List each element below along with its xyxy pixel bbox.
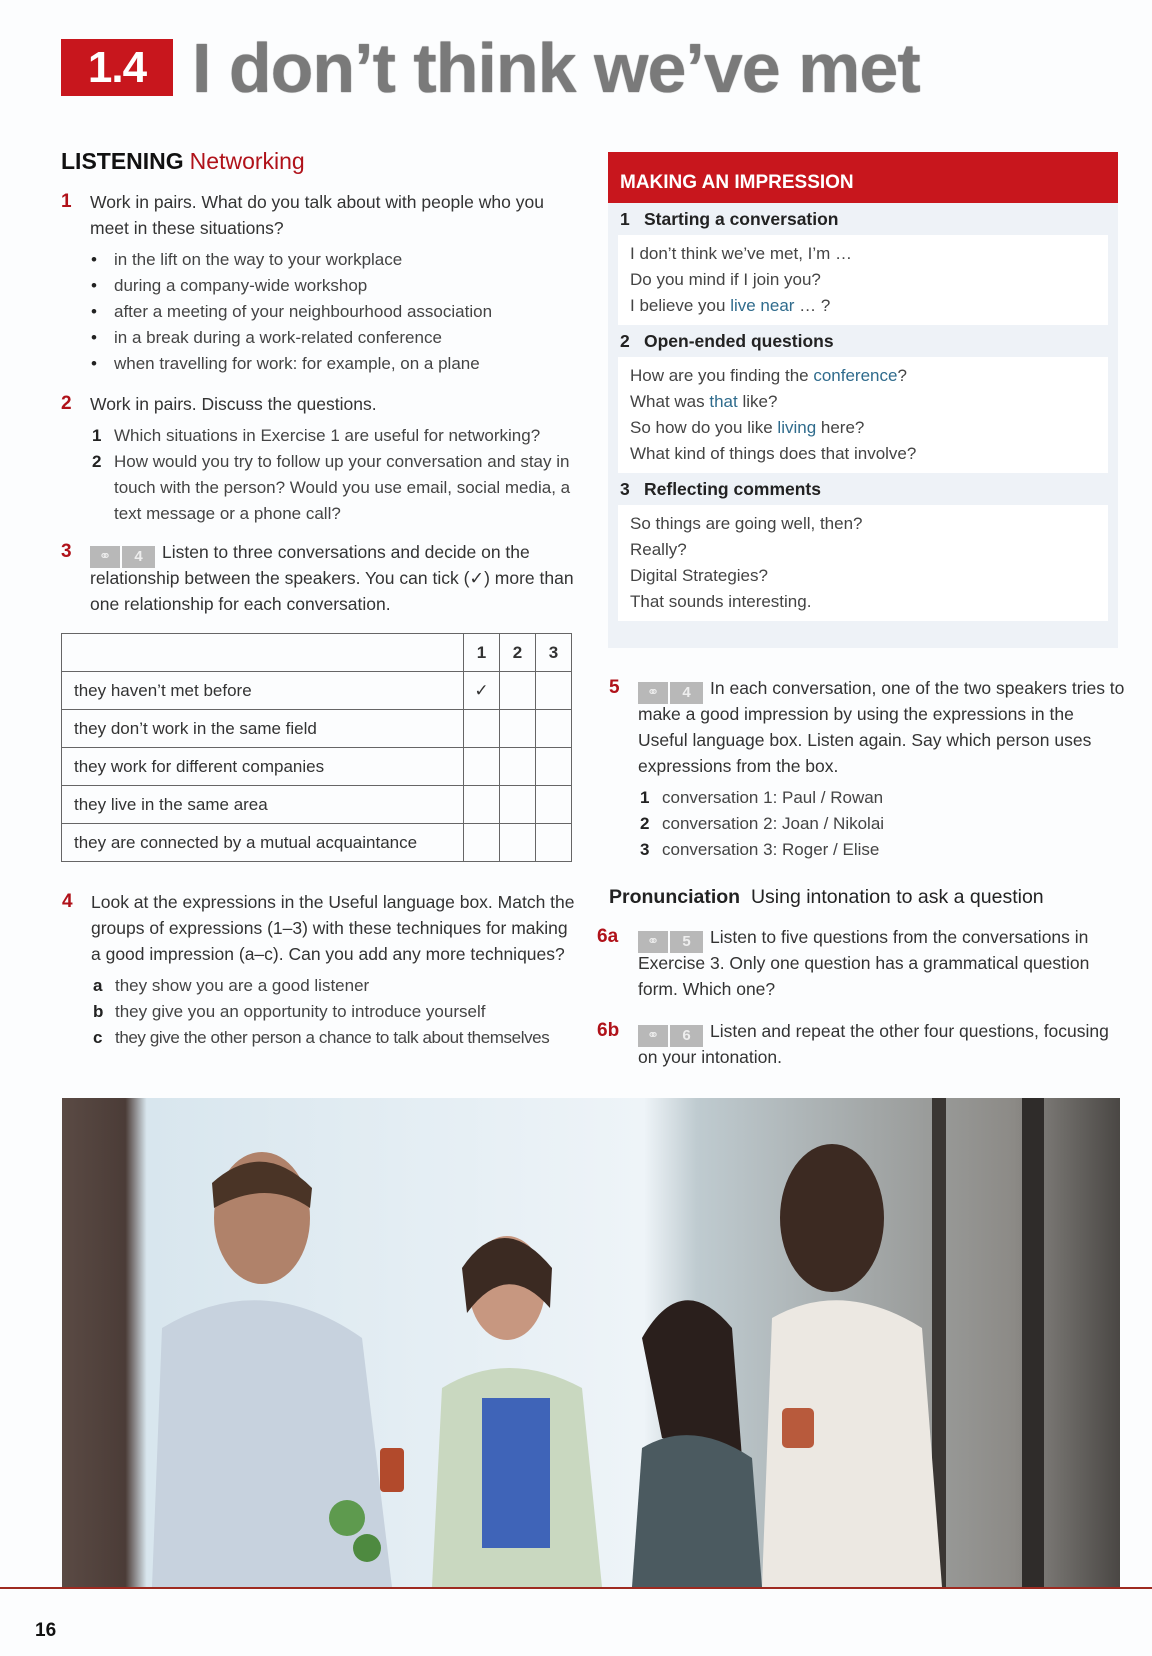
unit-badge: 1.4: [61, 39, 173, 96]
group-expressions: [618, 357, 1108, 473]
pronunciation-label: Pronunciation: [609, 886, 741, 908]
list-item: • when travelling for work: for example, on a plane: [114, 351, 580, 377]
header-label-cell: [62, 634, 464, 672]
tick-cell[interactable]: [500, 824, 536, 862]
table-row: [62, 710, 572, 748]
tick-cell[interactable]: [464, 786, 500, 824]
exercise-text: Work in pairs. Discuss the questions.: [90, 394, 377, 414]
expression: What kind of things does that involve?: [630, 444, 917, 463]
expression: I don’t think we’ve met, I’m …: [630, 244, 853, 263]
group-title-text: Reflecting comments: [644, 479, 821, 499]
item-key: 1: [92, 426, 102, 445]
group-number: 2: [620, 331, 630, 351]
list-item: [640, 785, 1128, 811]
column-header: 3: [536, 634, 572, 672]
tick-cell[interactable]: [464, 824, 500, 862]
item-key: 2: [640, 814, 650, 833]
tick-cell[interactable]: [536, 748, 572, 786]
column-header: 1: [464, 634, 500, 672]
item-key: c: [93, 1028, 103, 1047]
group-number: 1: [620, 209, 630, 229]
item-key: a: [93, 976, 103, 995]
row-label: they haven’t met before: [62, 672, 464, 710]
exercise-number: 2: [61, 393, 72, 414]
expression: That sounds interesting.: [630, 592, 812, 611]
item-text: conversation 3: Roger / Elise: [662, 840, 880, 859]
track-number: 6: [670, 1025, 703, 1047]
networking-photo: [62, 1098, 1120, 1587]
table-header-row: [62, 634, 572, 672]
exercise-instructions: In each conversation, one of the two speakers tries to make a good impression by using the expressions in the Useful language box. Listen again. Say which person uses expressions from the box.: [638, 678, 1125, 776]
list-item: [92, 423, 580, 449]
item-text: How would you try to follow up your conversation and stay in touch with the person? Would you use email, social media, a text message or a phone call?: [114, 452, 571, 523]
row-label: they work for different companies: [62, 748, 464, 786]
tick-cell[interactable]: [464, 748, 500, 786]
page-number: 16: [35, 1620, 57, 1641]
page-title: I don’t think we’ve met: [192, 29, 920, 107]
pronunciation-topic: Using intonation to ask a question: [750, 886, 1044, 908]
list-item: [640, 837, 1128, 863]
audio-track-button[interactable]: [638, 678, 704, 700]
exercise-number: 6a: [597, 926, 619, 947]
expression: What was that like?: [630, 392, 778, 411]
tick-cell[interactable]: [500, 672, 536, 710]
tick-cell[interactable]: [500, 710, 536, 748]
track-number: 4: [122, 546, 155, 568]
list-item: • after a meeting of your neighbourhood association: [114, 299, 580, 325]
expression: I believe you live near … ?: [630, 296, 831, 315]
list-item: • during a company-wide workshop: [114, 273, 580, 299]
list-item: • in the lift on the way to your workplace: [114, 247, 580, 273]
expression: So how do you like living here?: [630, 418, 865, 437]
tick-cell[interactable]: [536, 786, 572, 824]
useful-language-box: [608, 152, 1118, 648]
headphones-icon: ⚭: [638, 682, 668, 704]
group-title-text: Open-ended questions: [644, 331, 834, 351]
list-item: [640, 811, 1128, 837]
group-title: [608, 325, 1118, 357]
exercise-number: 3: [61, 541, 72, 562]
tick-cell[interactable]: [536, 672, 572, 710]
exercise-instructions: Listen and repeat the other four questions, focusing on your intonation.: [638, 1021, 1109, 1067]
list-item: [93, 999, 581, 1025]
section-label: LISTENING: [61, 148, 184, 174]
exercise-6a: [597, 924, 1118, 1002]
row-label: they don’t work in the same field: [62, 710, 464, 748]
expression: Do you mind if I join you?: [630, 270, 821, 289]
exercise-5: [609, 675, 1128, 863]
row-label: they are connected by a mutual acquaintance: [62, 824, 464, 862]
audio-track-button[interactable]: [638, 927, 704, 949]
list-item: [93, 1025, 581, 1051]
item-text: conversation 1: Paul / Rowan: [662, 788, 884, 807]
exercise-text: Look at the expressions in the Useful language box. Match the groups of expressions (1–3) with these techniques for making a good impression (a–c). Can you add any more techniques?: [91, 892, 575, 964]
track-number: 5: [670, 931, 703, 953]
expression: So things are going well, then?: [630, 514, 863, 533]
table-row: [62, 748, 572, 786]
tick-cell[interactable]: [536, 824, 572, 862]
item-text: they give you an opportunity to introduce yourself: [115, 1002, 486, 1021]
item-text: they show you are a good listener: [115, 976, 370, 995]
exercise-2: [61, 391, 580, 527]
headphones-icon: ⚭: [638, 1025, 668, 1047]
headphones-icon: ⚭: [90, 546, 120, 568]
group-title: [608, 203, 1118, 235]
headphones-icon: ⚭: [638, 931, 668, 953]
pronunciation-heading: [609, 886, 1044, 909]
expression: Really?: [630, 540, 687, 559]
column-header: 2: [500, 634, 536, 672]
exercise-text: [638, 1018, 1118, 1070]
expression: Digital Strategies?: [630, 566, 768, 585]
relationship-table: [61, 633, 572, 862]
group-title-text: Starting a conversation: [644, 209, 839, 229]
list-item: [93, 973, 581, 999]
expression: How are you finding the conference?: [630, 366, 907, 385]
audio-track-button[interactable]: [638, 1021, 704, 1043]
tick-cell[interactable]: [536, 710, 572, 748]
section-heading: [61, 148, 305, 175]
box-title: MAKING AN IMPRESSION: [608, 152, 1118, 203]
group-expressions: [618, 505, 1108, 621]
item-text: they give the other person a chance to talk about themselves: [115, 1028, 550, 1047]
tick-cell[interactable]: [464, 710, 500, 748]
footer-rule: [0, 1587, 1152, 1589]
technique-list: [91, 973, 581, 1051]
exercise-number: 4: [62, 891, 73, 912]
item-text: conversation 2: Joan / Nikolai: [662, 814, 885, 833]
section-topic: Networking: [189, 148, 305, 174]
exercise-instructions: Listen to five questions from the conversations in Exercise 3. Only one question has a grammatical question form. Which one?: [638, 927, 1090, 999]
row-label: they live in the same area: [62, 786, 464, 824]
group-expressions: [618, 235, 1108, 325]
question-list: [90, 423, 580, 527]
exercise-number: 1: [61, 191, 72, 212]
conversation-list: [638, 785, 1128, 863]
table-row: [62, 824, 572, 862]
exercise-text: [638, 675, 1128, 779]
people-networking-illustration: [62, 1098, 1120, 1587]
list-item: • in a break during a work-related conference: [114, 325, 580, 351]
exercise-6b: [597, 1018, 1118, 1070]
tick-cell[interactable]: [500, 786, 536, 824]
table-row: [62, 786, 572, 824]
item-key: 2: [92, 452, 102, 471]
tick-cell[interactable]: [500, 748, 536, 786]
audio-track-button[interactable]: [90, 542, 156, 564]
exercise-number: 6b: [597, 1020, 620, 1041]
situations-list: [90, 247, 580, 377]
exercise-text: [638, 924, 1118, 1002]
exercise-instructions: Listen to three conversations and decide on the relationship between the speakers. You can tick (✓) more than one relationship for each conversation.: [90, 542, 574, 614]
exercise-3: [61, 539, 580, 617]
item-key: 3: [640, 840, 650, 859]
exercise-text: Work in pairs. What do you talk about with people who you meet in these situations?: [90, 192, 544, 238]
exercise-4: [62, 889, 581, 1051]
track-number: 4: [670, 682, 703, 704]
item-key: 1: [640, 788, 650, 807]
table-row: [62, 672, 572, 710]
item-key: b: [93, 1002, 104, 1021]
item-text: Which situations in Exercise 1 are useful for networking?: [114, 426, 541, 445]
list-item: [92, 449, 580, 527]
group-number: 3: [620, 479, 630, 499]
group-title: [608, 473, 1118, 505]
exercise-1: [61, 189, 580, 377]
exercise-text: [90, 539, 580, 617]
tick-cell[interactable]: ✓: [464, 672, 500, 710]
exercise-number: 5: [609, 677, 620, 698]
